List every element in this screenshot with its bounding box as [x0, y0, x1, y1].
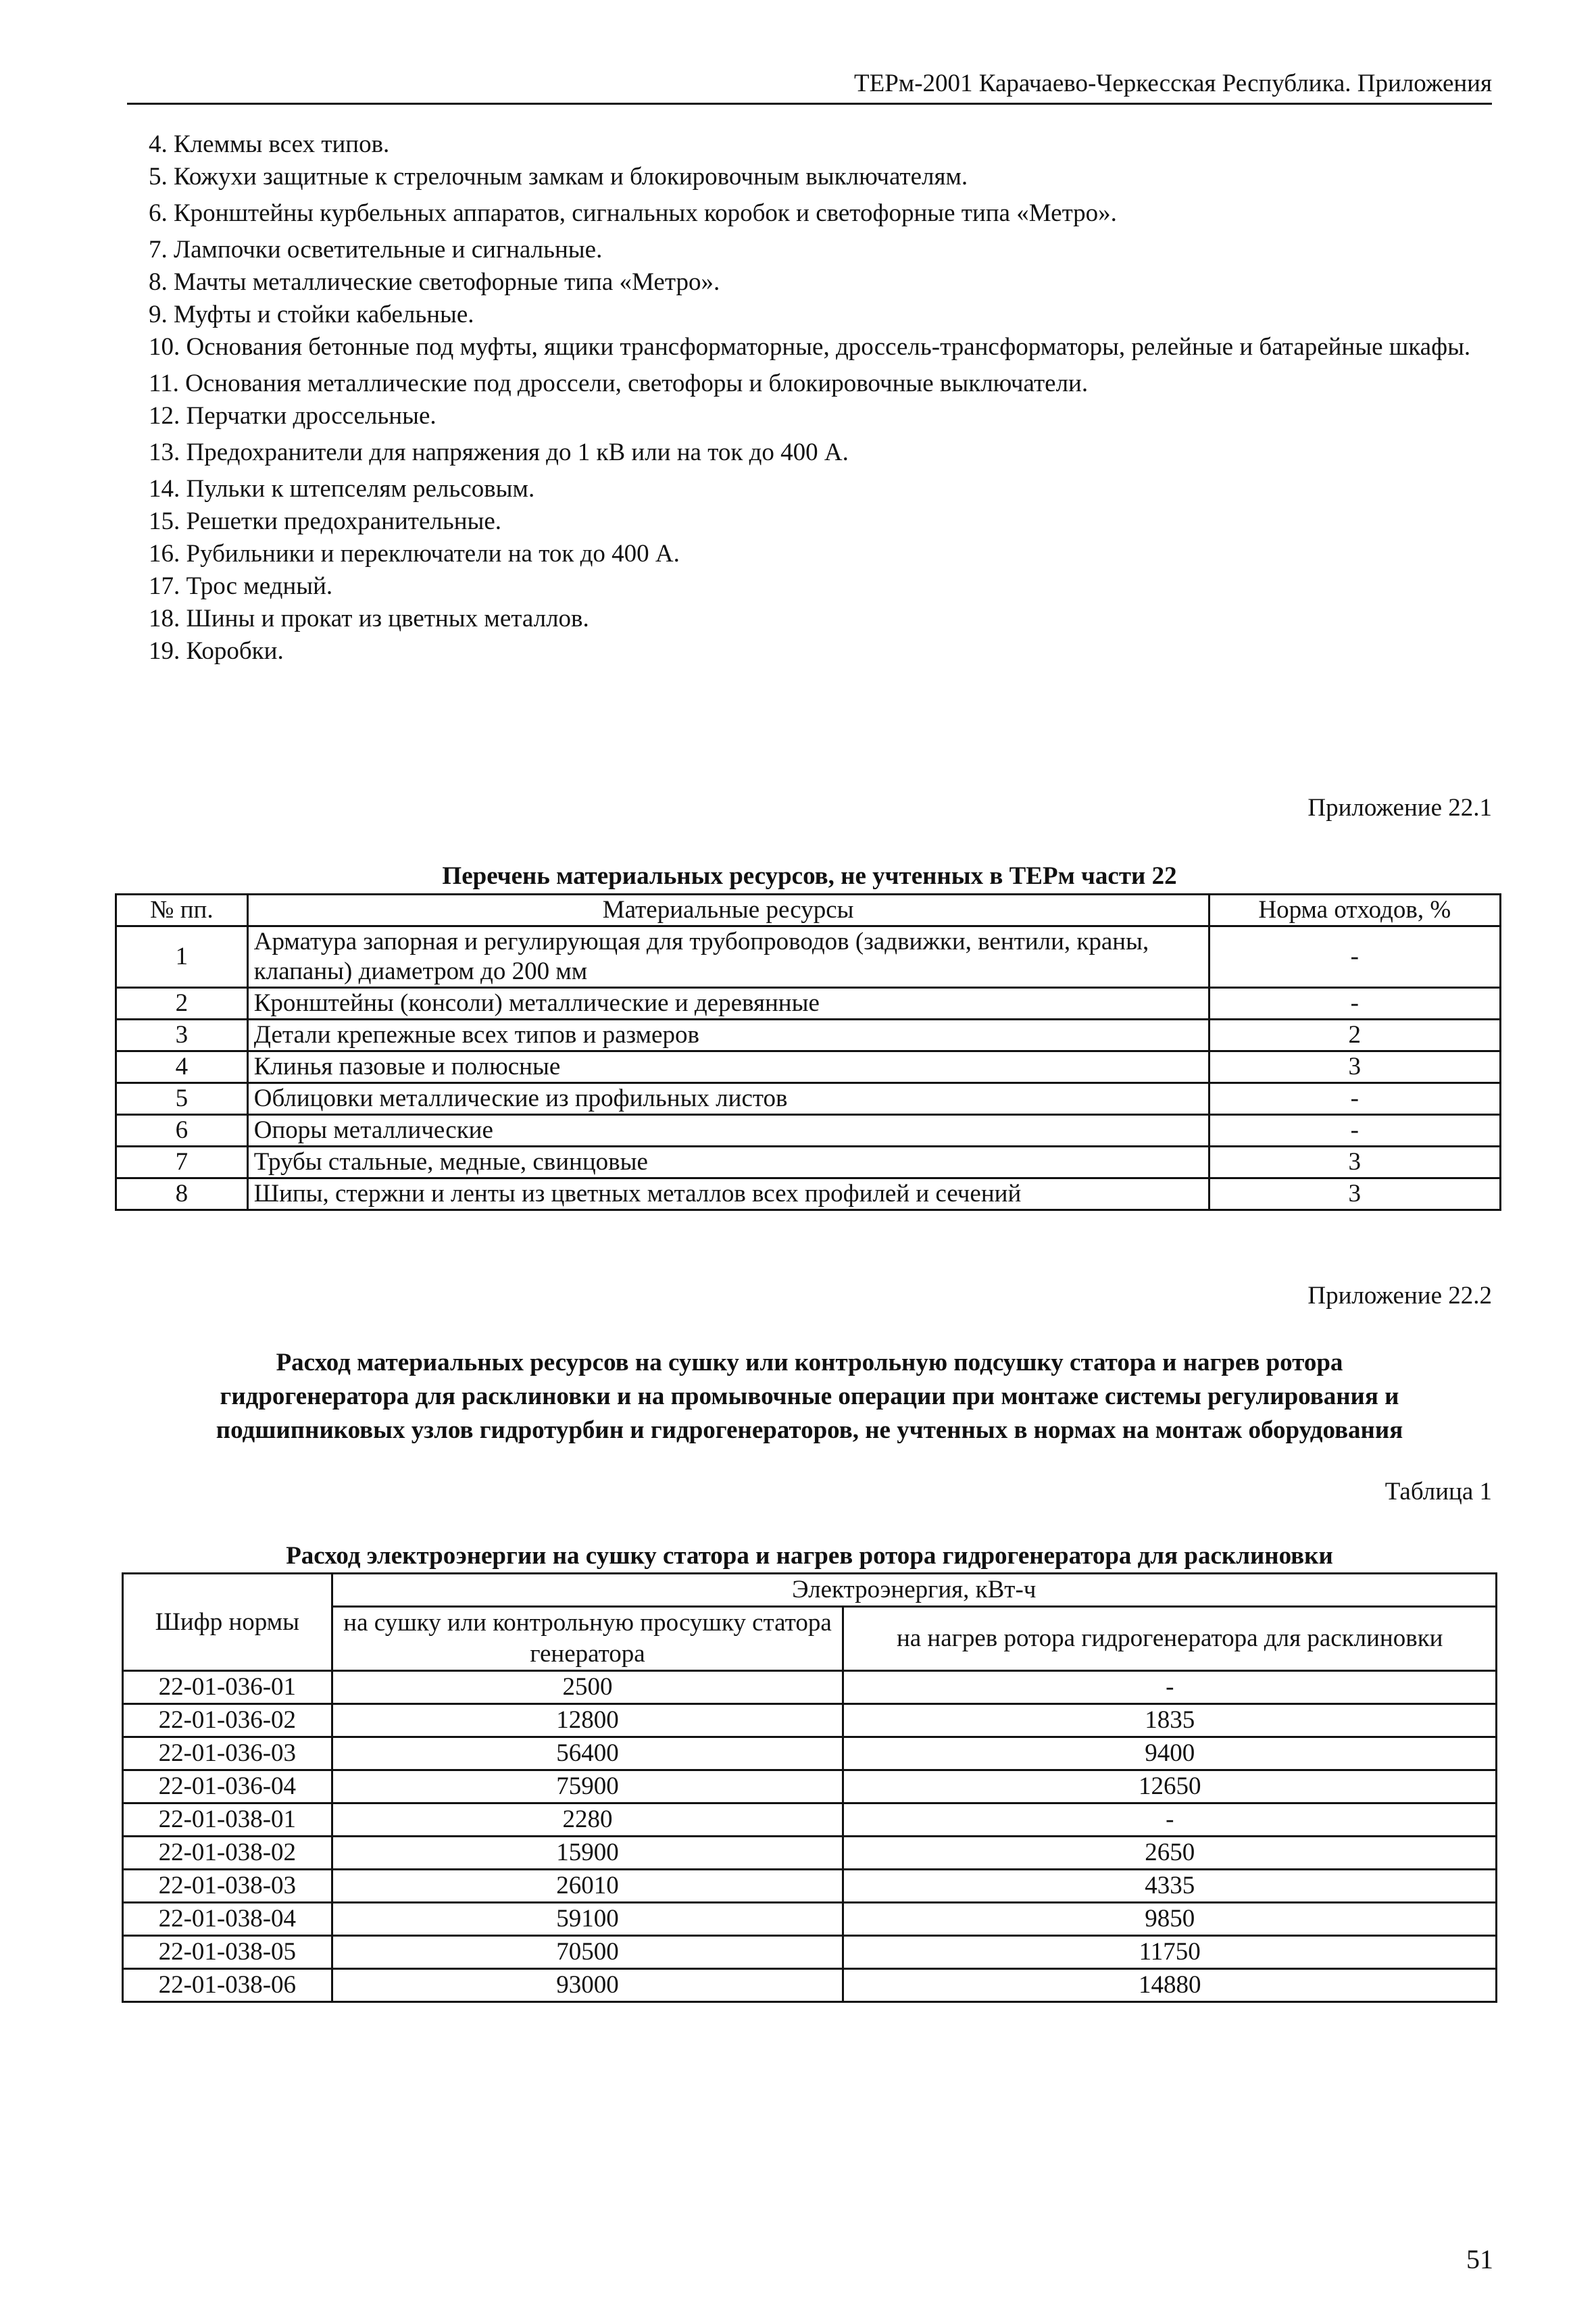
- appendix-22-2-title-line-1: Расход материальных ресурсов на сушку или контрольную подсушку статора и нагрев ротора: [276, 1349, 1343, 1376]
- row-code: 22-01-038-04: [123, 1903, 332, 1936]
- list-item: 17. Трос медный.: [149, 572, 333, 600]
- table-1-title: Расход электроэнергии на сушку статора и нагрев ротора гидрогенератора для расклиновки: [286, 1542, 1333, 1570]
- table-header-row: [123, 1574, 1497, 1607]
- list-item: 4. Клеммы всех типов.: [149, 130, 390, 158]
- list-item: 10. Основания бетонные под муфты, ящики трансформаторные, дроссель-трансформаторы, релейные и батарейные шкафы.: [149, 333, 1471, 361]
- list-item: 18. Шины и прокат из цветных металлов.: [149, 605, 589, 632]
- row-code: 22-01-038-05: [123, 1936, 332, 1969]
- row-number: 6: [116, 1115, 248, 1147]
- list-item: 16. Рубильники и переключатели на ток до 400 А.: [149, 540, 680, 568]
- row-rotor: 4335: [843, 1870, 1497, 1903]
- row-resource: Трубы стальные, медные, свинцовые: [247, 1147, 1209, 1178]
- row-rotor: 9400: [843, 1737, 1497, 1770]
- row-stator: 2280: [332, 1803, 843, 1837]
- appendix-22-1-label: Приложение 22.1: [1307, 794, 1492, 822]
- row-code: 22-01-036-01: [123, 1671, 332, 1704]
- header-number: № пп.: [116, 895, 248, 926]
- table-row: [123, 1837, 1497, 1870]
- row-stator: 15900: [332, 1837, 843, 1870]
- list-item: 12. Перчатки дроссельные.: [149, 402, 437, 430]
- row-code: 22-01-036-04: [123, 1770, 332, 1803]
- table-row: [123, 1704, 1497, 1737]
- list-item: 9. Муфты и стойки кабельные.: [149, 301, 474, 328]
- list-item: 15. Решетки предохранительные.: [149, 507, 502, 535]
- table-row: [116, 1178, 1501, 1210]
- row-resource: Детали крепежные всех типов и размеров: [247, 1020, 1209, 1051]
- table-row: [123, 1936, 1497, 1969]
- appendix-22-2-title-line-2: гидрогенератора для расклиновки и на промывочные операции при монтаже системы регулирования и: [220, 1383, 1399, 1410]
- row-stator: 2500: [332, 1671, 843, 1704]
- row-number: 8: [116, 1178, 248, 1210]
- table-row: [116, 926, 1501, 988]
- electricity-table: [122, 1572, 1497, 2003]
- row-norm: 3: [1209, 1051, 1500, 1083]
- row-code: 22-01-036-03: [123, 1737, 332, 1770]
- table-row: [123, 1770, 1497, 1803]
- row-stator: 70500: [332, 1936, 843, 1969]
- row-rotor: 2650: [843, 1837, 1497, 1870]
- row-norm: -: [1209, 1115, 1500, 1147]
- row-stator: 93000: [332, 1969, 843, 2002]
- row-rotor: 1835: [843, 1704, 1497, 1737]
- list-item: 13. Предохранители для напряжения до 1 кВ или на ток до 400 А.: [149, 439, 849, 466]
- row-rotor: 14880: [843, 1969, 1497, 2002]
- table-row: [123, 1803, 1497, 1837]
- running-header: ТЕРм-2001 Карачаево-Черкесская Республика. Приложения: [127, 68, 1492, 105]
- row-resource: Облицовки металлические из профильных листов: [247, 1083, 1209, 1115]
- row-rotor: 11750: [843, 1936, 1497, 1969]
- row-code: 22-01-038-02: [123, 1837, 332, 1870]
- row-code: 22-01-038-01: [123, 1803, 332, 1837]
- row-resource: Арматура запорная и регулирующая для трубопроводов (задвижки, вентили, краны, клапаны) диаметром до 200 мм: [247, 926, 1209, 988]
- table-row: [116, 1147, 1501, 1178]
- row-resource: Клинья пазовые и полюсные: [247, 1051, 1209, 1083]
- table-row: [123, 1903, 1497, 1936]
- row-norm: 3: [1209, 1178, 1500, 1210]
- list-item: 7. Лампочки осветительные и сигнальные.: [149, 236, 603, 264]
- table-row: [123, 1870, 1497, 1903]
- page-number: 51: [1466, 2244, 1493, 2274]
- row-stator: 12800: [332, 1704, 843, 1737]
- row-number: 4: [116, 1051, 248, 1083]
- row-stator: 59100: [332, 1903, 843, 1936]
- row-resource: Шипы, стержни и ленты из цветных металлов всех профилей и сечений: [247, 1178, 1209, 1210]
- row-norm: -: [1209, 988, 1500, 1020]
- table-row: [116, 1115, 1501, 1147]
- row-rotor: 12650: [843, 1770, 1497, 1803]
- table-row: [116, 1020, 1501, 1051]
- list-item: 8. Мачты металлические светофорные типа «Метро».: [149, 268, 720, 296]
- row-stator: 75900: [332, 1770, 843, 1803]
- header-resources: Материальные ресурсы: [247, 895, 1209, 926]
- row-rotor: -: [843, 1803, 1497, 1837]
- table-row: [116, 988, 1501, 1020]
- header-waste-norm: Норма отходов, %: [1209, 895, 1500, 926]
- table-row: [123, 1671, 1497, 1704]
- row-number: 2: [116, 988, 248, 1020]
- row-number: 3: [116, 1020, 248, 1051]
- item-list: [149, 128, 1487, 668]
- table-row: [123, 1737, 1497, 1770]
- row-norm: -: [1209, 926, 1500, 988]
- row-norm: -: [1209, 1083, 1500, 1115]
- table-row: [123, 1969, 1497, 2002]
- table-row: [116, 1051, 1501, 1083]
- list-item: 6. Кронштейны курбельных аппаратов, сигнальных коробок и светофорные типа «Метро».: [149, 199, 1117, 227]
- row-code: 22-01-038-06: [123, 1969, 332, 2002]
- row-norm: 2: [1209, 1020, 1500, 1051]
- list-item: 5. Кожухи защитные к стрелочным замкам и блокировочным выключателям.: [149, 163, 968, 191]
- row-number: 7: [116, 1147, 248, 1178]
- row-rotor: -: [843, 1671, 1497, 1704]
- row-resource: Опоры металлические: [247, 1115, 1209, 1147]
- row-norm: 3: [1209, 1147, 1500, 1178]
- header-code: Шифр нормы: [123, 1574, 332, 1671]
- row-code: 22-01-038-03: [123, 1870, 332, 1903]
- list-item: 19. Коробки.: [149, 637, 284, 665]
- list-item: 11. Основания металлические под дроссели, светофоры и блокировочные выключатели.: [149, 370, 1089, 397]
- appendix-22-2-title-line-3: подшипниковых узлов гидротурбин и гидрогенераторов, не учтенных в нормах на монтаж оборудования: [216, 1416, 1403, 1444]
- row-number: 5: [116, 1083, 248, 1115]
- header-rotor-heating: на нагрев ротора гидрогенератора для расклиновки: [843, 1607, 1497, 1671]
- header-stator-drying: на сушку или контрольную просушку статора генератора: [332, 1607, 843, 1671]
- row-rotor: 9850: [843, 1903, 1497, 1936]
- table-row: [116, 1083, 1501, 1115]
- header-electricity: Электроэнергия, кВт-ч: [332, 1574, 1496, 1607]
- row-number: 1: [116, 926, 248, 988]
- table-1-label: Таблица 1: [1385, 1478, 1492, 1505]
- list-item: 14. Пульки к штепселям рельсовым.: [149, 475, 535, 503]
- row-code: 22-01-036-02: [123, 1704, 332, 1737]
- materials-table: [115, 893, 1501, 1211]
- appendix-22-1-title: Перечень материальных ресурсов, не учтенных в ТЕРм части 22: [442, 862, 1177, 890]
- row-stator: 56400: [332, 1737, 843, 1770]
- table-header-row: [116, 895, 1501, 926]
- row-stator: 26010: [332, 1870, 843, 1903]
- row-resource: Кронштейны (консоли) металлические и деревянные: [247, 988, 1209, 1020]
- appendix-22-2-label: Приложение 22.2: [1307, 1282, 1492, 1310]
